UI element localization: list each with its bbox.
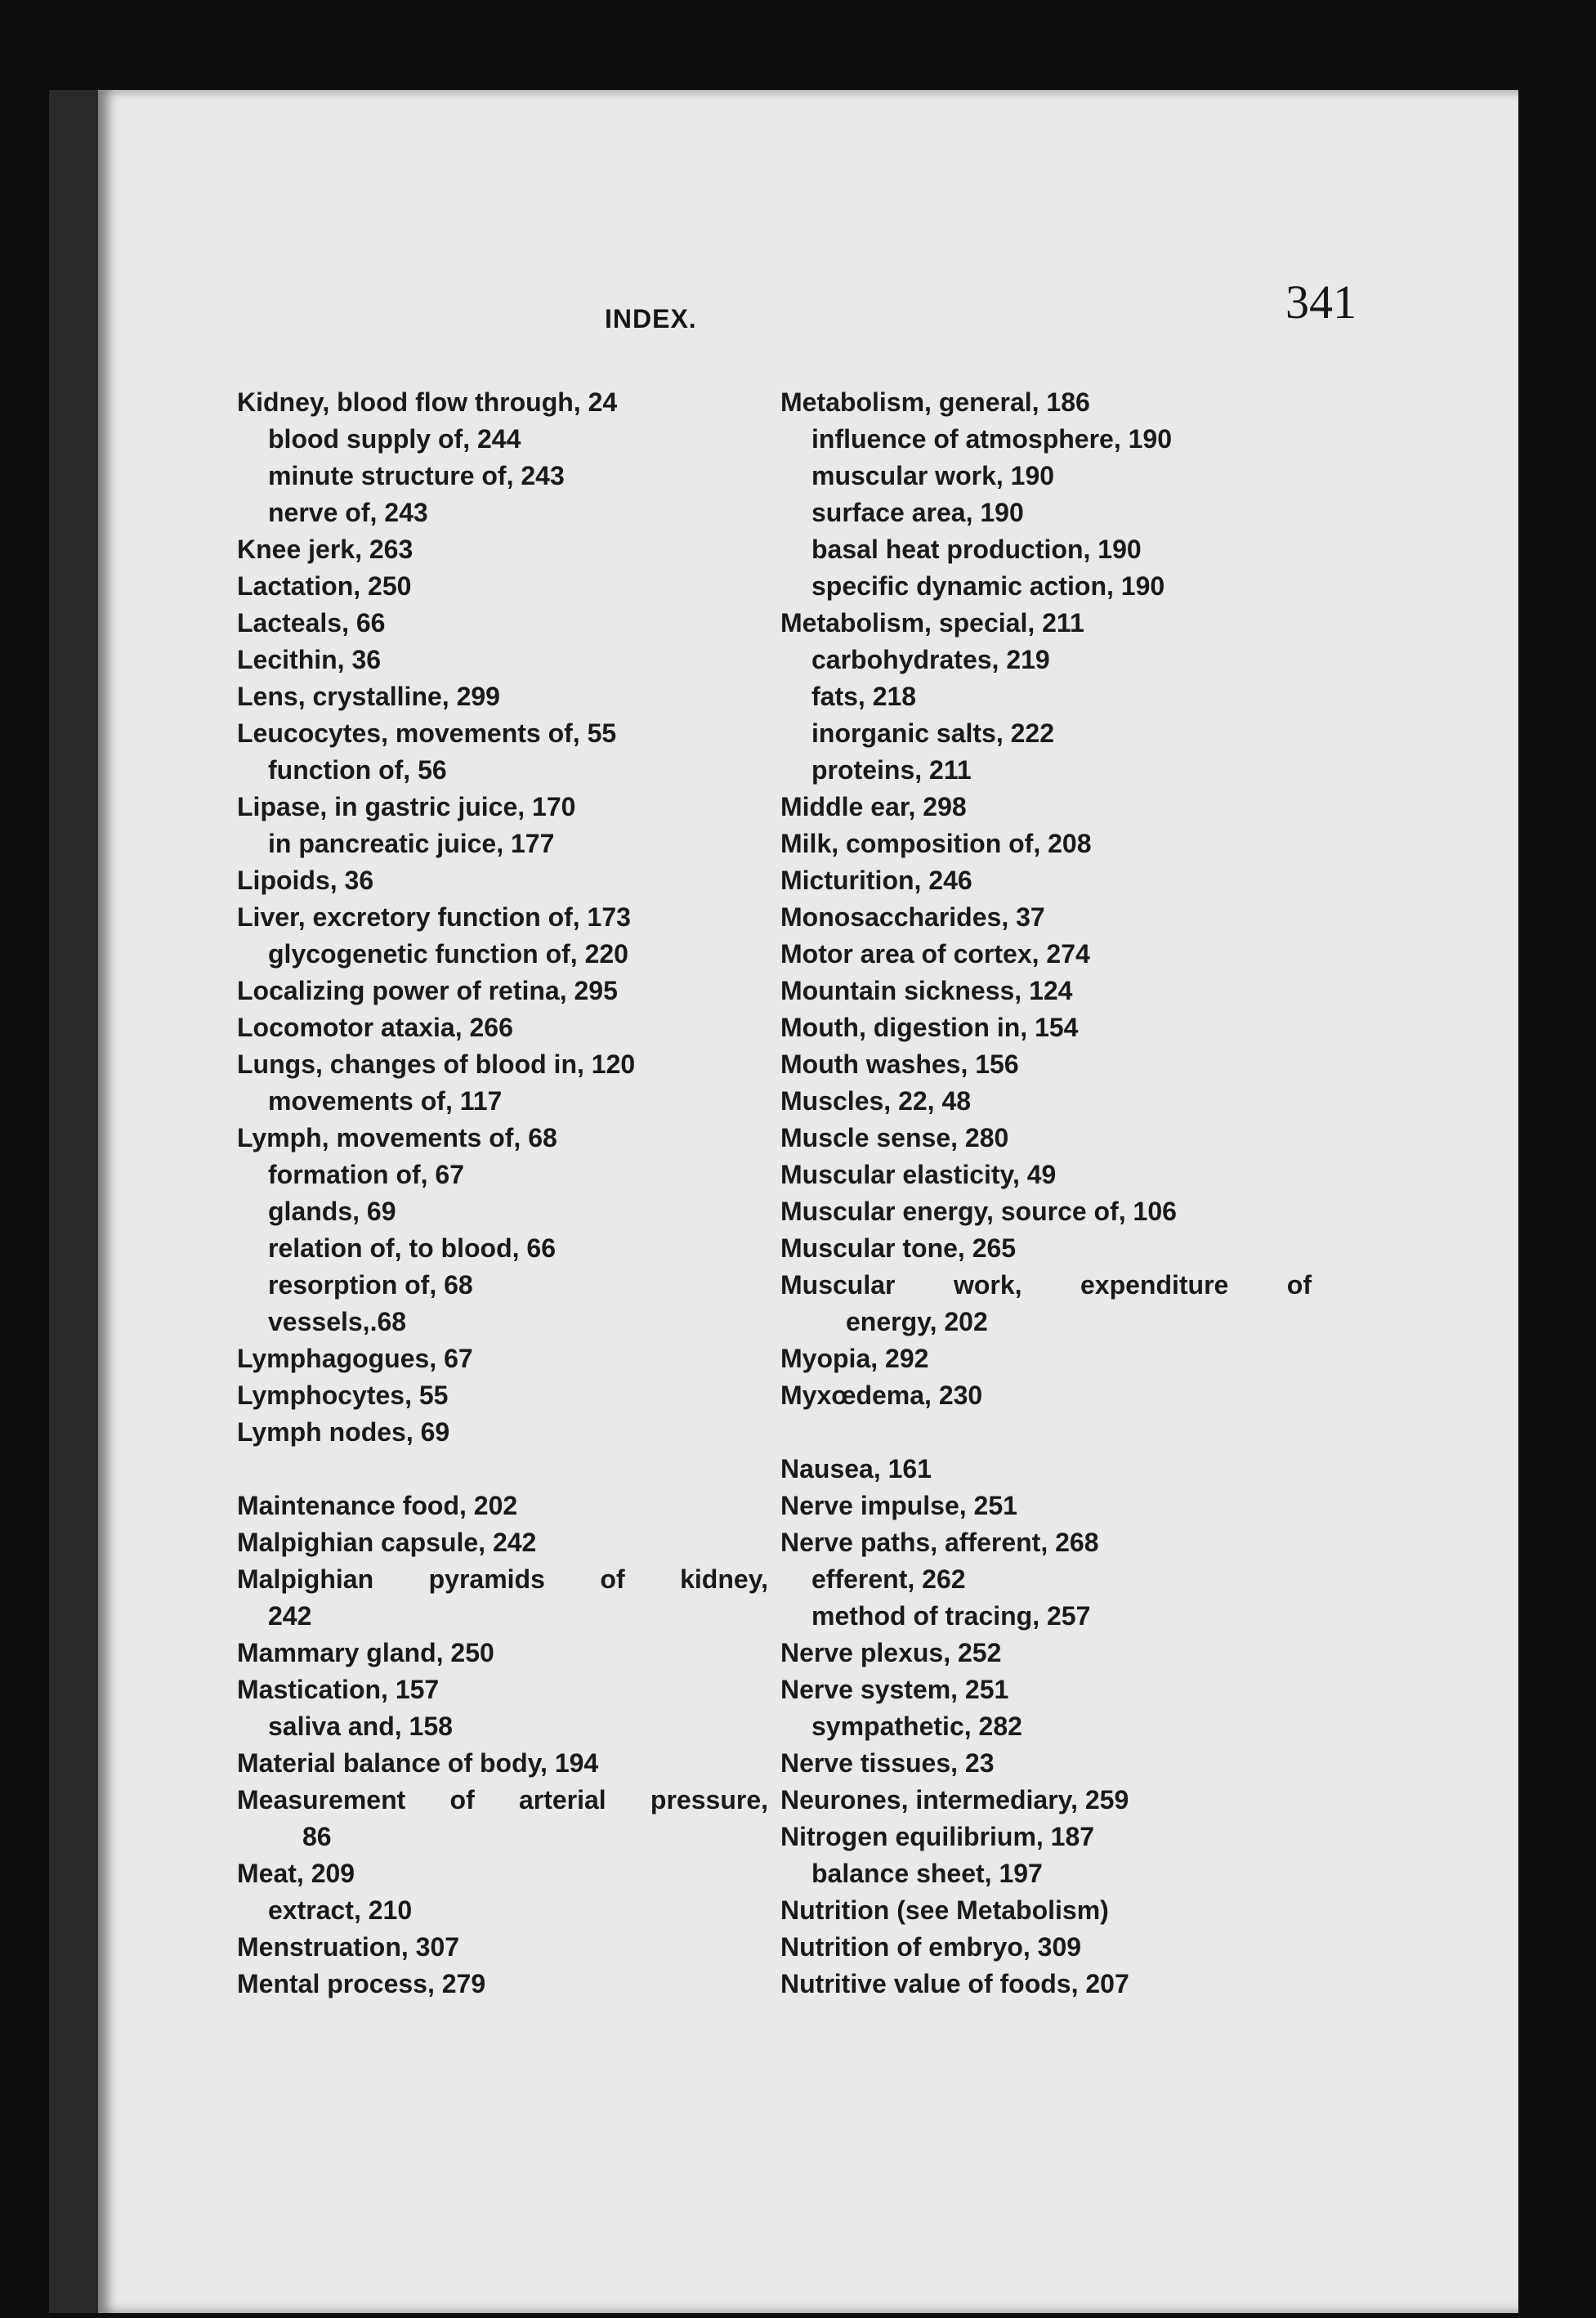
index-entry: Lymph, movements of, 68 — [237, 1123, 557, 1152]
index-entry: Muscular elasticity, 49 — [780, 1160, 1057, 1189]
index-entry: Lungs, changes of blood in, 120 — [237, 1049, 636, 1079]
index-subentry: in pancreatic juice, 177 — [268, 829, 555, 858]
index-entry: Metabolism, special, 211 — [780, 608, 1084, 638]
index-entry: Malpighian pyramids of kidney, — [237, 1564, 768, 1594]
index-entry: Mental process, 279 — [237, 1969, 486, 1998]
index-subentry: carbohydrates, 219 — [811, 645, 1050, 674]
index-entry: Neurones, intermediary, 259 — [780, 1785, 1129, 1815]
index-subentry: energy, 202 — [846, 1307, 988, 1336]
index-entry: Lymphocytes, 55 — [237, 1381, 449, 1410]
index-entry: Material balance of body, 194 — [237, 1748, 599, 1778]
index-column-left — [237, 384, 858, 2003]
page-title: INDEX. — [605, 304, 697, 333]
index-subentry: glands, 69 — [268, 1197, 396, 1226]
index-entry: Locomotor ataxia, 266 — [237, 1013, 513, 1042]
index-entry: Nerve system, 251 — [780, 1675, 1009, 1704]
index-subentry: vessels,.68 — [268, 1307, 407, 1336]
index-entry: Lactation, 250 — [237, 571, 412, 601]
index-entry: Middle ear, 298 — [780, 792, 967, 821]
index-entry: Nutrition (see Metabolism) — [780, 1895, 1109, 1925]
index-entry: Nausea, 161 — [780, 1454, 932, 1483]
index-subentry: sympathetic, 282 — [811, 1712, 1022, 1741]
index-entry: Motor area of cortex, 274 — [780, 939, 1090, 969]
index-column-right — [780, 384, 1402, 2003]
index-entry: Muscular work, expenditure of — [780, 1270, 1312, 1300]
index-subentry: fats, 218 — [811, 682, 917, 711]
index-entry: Monosaccharides, 37 — [780, 902, 1045, 932]
page-number: 341 — [1285, 275, 1357, 329]
index-entry: Mastication, 157 — [237, 1675, 440, 1704]
index-entry: Localizing power of retina, 295 — [237, 976, 618, 1005]
index-subentry: saliva and, 158 — [268, 1712, 453, 1741]
index-entry: Nitrogen equilibrium, 187 — [780, 1822, 1095, 1851]
index-subentry: muscular work, 190 — [811, 461, 1055, 490]
index-entry: Nerve tissues, 23 — [780, 1748, 995, 1778]
index-entry: Muscular tone, 265 — [780, 1233, 1017, 1263]
index-entry: Menstruation, 307 — [237, 1932, 460, 1962]
index-entry: Lymphagogues, 67 — [237, 1344, 473, 1373]
index-entry: Myopia, 292 — [780, 1344, 929, 1373]
index-entry: Lipase, in gastric juice, 170 — [237, 792, 576, 821]
index-subentry: proteins, 211 — [811, 755, 972, 785]
index-subentry: resorption of, 68 — [268, 1270, 473, 1300]
page-header — [605, 204, 1357, 333]
index-entry: Kidney, blood flow through, 24 — [237, 387, 618, 417]
index-subentry: nerve of, 243 — [268, 498, 428, 527]
index-entry: Maintenance food, 202 — [237, 1491, 518, 1520]
index-subentry: efferent, 262 — [811, 1564, 966, 1594]
index-entry: Myxœdema, 230 — [780, 1381, 983, 1410]
index-entry: Nerve plexus, 252 — [780, 1638, 1002, 1667]
index-subentry: glycogenetic function of, 220 — [268, 939, 628, 969]
index-subentry: relation of, to blood, 66 — [268, 1233, 556, 1263]
index-entry: Muscles, 22, 48 — [780, 1086, 972, 1116]
index-entry: Milk, composition of, 208 — [780, 829, 1092, 858]
index-entry: Measurement of arterial pressure, — [237, 1785, 768, 1815]
index-entry: Metabolism, general, 186 — [780, 387, 1090, 417]
index-entry: Muscle sense, 280 — [780, 1123, 1009, 1152]
index-subentry: 242 — [268, 1601, 312, 1631]
index-subentry: balance sheet, 197 — [811, 1859, 1043, 1888]
index-entry: Leucocytes, movements of, 55 — [237, 718, 617, 748]
index-subentry: surface area, 190 — [811, 498, 1024, 527]
index-entry: Lymph nodes, 69 — [237, 1417, 450, 1447]
index-subentry: blood supply of, 244 — [268, 424, 521, 454]
index-entry: Mouth, digestion in, 154 — [780, 1013, 1079, 1042]
index-entry: Micturition, 246 — [780, 866, 972, 895]
index-entry: Malpighian capsule, 242 — [237, 1528, 537, 1557]
index-subentry: extract, 210 — [268, 1895, 413, 1925]
index-entry: Meat, 209 — [237, 1859, 355, 1888]
index-entry: Knee jerk, 263 — [237, 535, 414, 564]
index-entry: Nutritive value of foods, 207 — [780, 1969, 1129, 1998]
index-entry: Lecithin, 36 — [237, 645, 382, 674]
index-subentry: 86 — [302, 1822, 332, 1851]
index-subentry: influence of atmosphere, 190 — [811, 424, 1173, 454]
index-subentry: minute structure of, 243 — [268, 461, 565, 490]
index-entry: Nutrition of embryo, 309 — [780, 1932, 1082, 1962]
index-entry: Nerve impulse, 251 — [780, 1491, 1017, 1520]
index-subentry: formation of, 67 — [268, 1160, 465, 1189]
index-subentry: basal heat production, 190 — [811, 535, 1142, 564]
index-subentry: function of, 56 — [268, 755, 447, 785]
index-entry: Nerve paths, afferent, 268 — [780, 1528, 1099, 1557]
index-entry: Lipoids, 36 — [237, 866, 374, 895]
index-subentry: specific dynamic action, 190 — [811, 571, 1165, 601]
index-subentry: inorganic salts, 222 — [811, 718, 1055, 748]
index-entry: Mammary gland, 250 — [237, 1638, 494, 1667]
index-entry: Mountain sickness, 124 — [780, 976, 1073, 1005]
index-entry: Muscular energy, source of, 106 — [780, 1197, 1177, 1226]
index-subentry: method of tracing, 257 — [811, 1601, 1091, 1631]
index-entry: Mouth washes, 156 — [780, 1049, 1019, 1079]
index-entry: Lacteals, 66 — [237, 608, 386, 638]
index-entry: Liver, excretory function of, 173 — [237, 902, 631, 932]
index-entry: Lens, crystalline, 299 — [237, 682, 500, 711]
index-subentry: movements of, 117 — [268, 1086, 503, 1116]
